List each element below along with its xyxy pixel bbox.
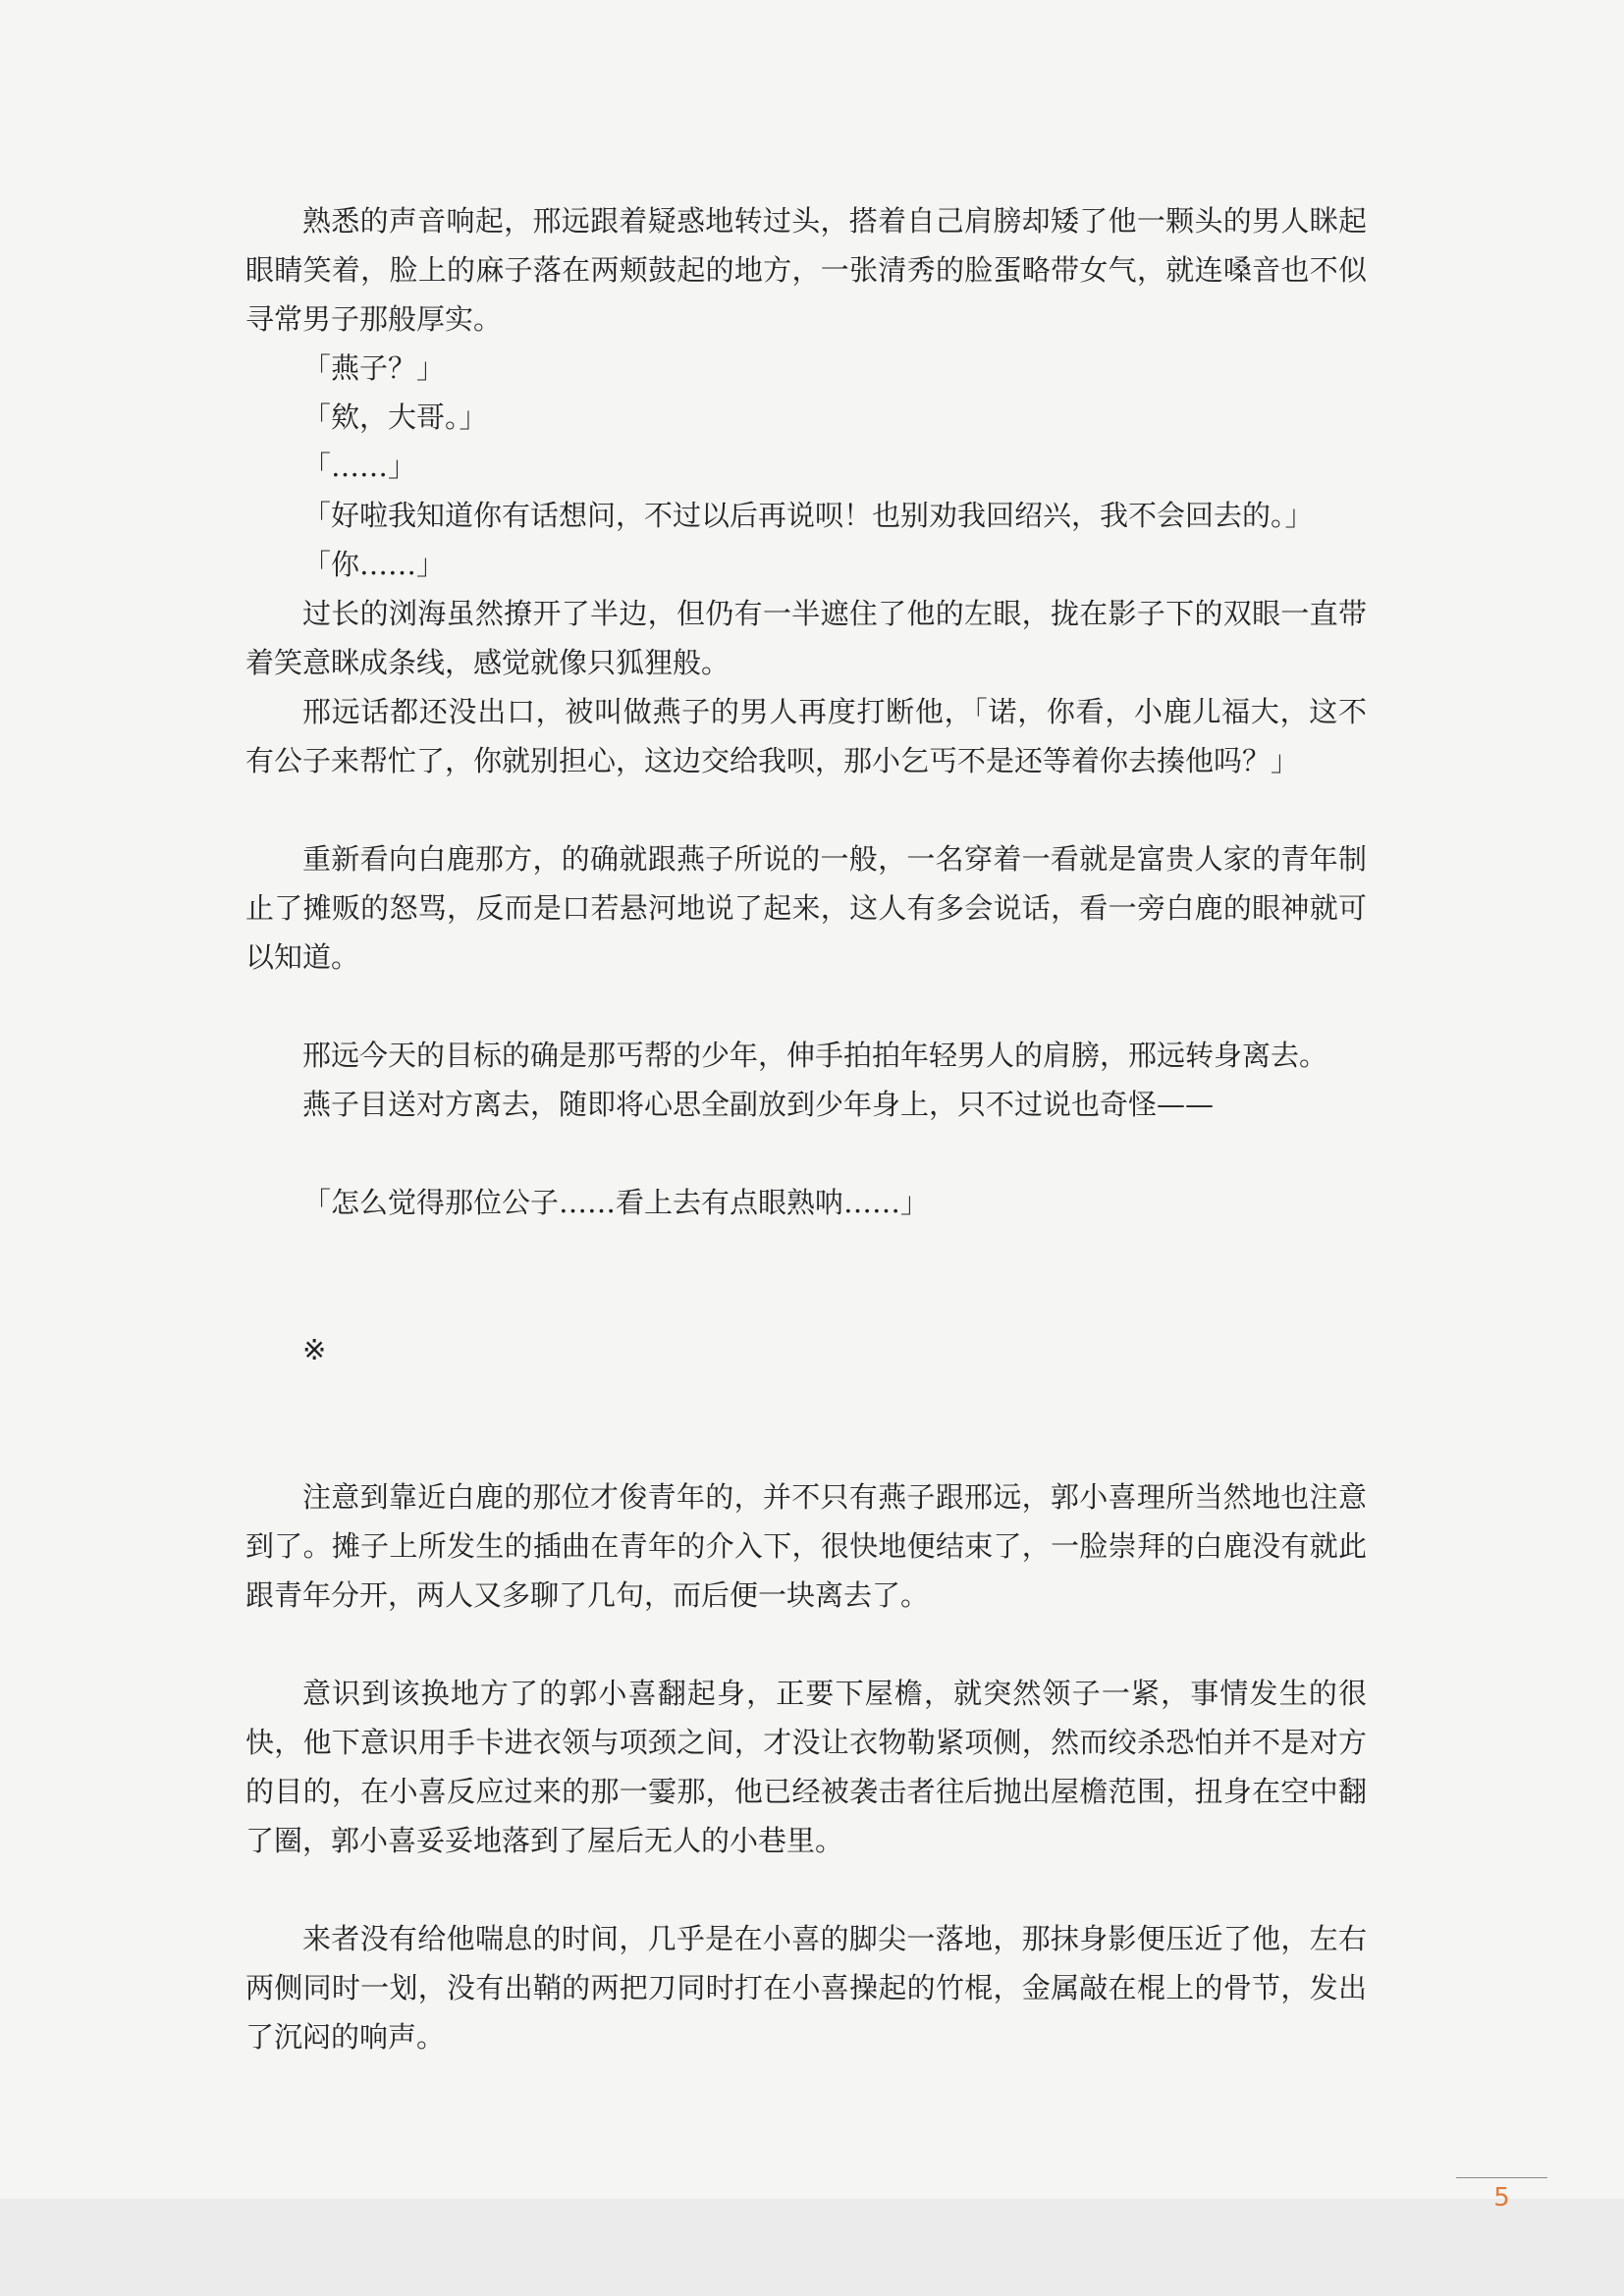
paragraph-spacer	[245, 785, 1367, 834]
footer-divider	[1456, 2177, 1547, 2178]
dialogue-line: 「燕子？」	[302, 351, 446, 385]
page-number: 5	[1493, 2183, 1510, 2213]
paragraph-spacer	[245, 1865, 1367, 1914]
paragraph: 邢远今天的目标的确是那丐帮的少年，伸手拍拍年轻男人的肩膀，邢远转身离去。	[302, 1039, 1328, 1072]
dialogue-line: 「……」	[302, 450, 417, 483]
section-spacer	[245, 1227, 1367, 1325]
paragraph-spacer	[245, 1129, 1367, 1178]
paragraph: 燕子目送对方离去，随即将心思全副放到少年身上，只不过说也奇怪——	[302, 1088, 1215, 1121]
dialogue-line: 「欸，大哥。」	[302, 400, 488, 434]
dialogue-line: 「你……」	[302, 548, 446, 581]
section-spacer	[245, 1374, 1367, 1472]
dialogue-line: 「好啦我知道你有话想问，不过以后再说呗！也别劝我回绍兴，我不会回去的。」	[302, 499, 1314, 532]
dialogue-line: 「怎么觉得那位公子……看上去有点眼熟呐……」	[302, 1186, 930, 1219]
paragraph-spacer	[245, 982, 1367, 1031]
paragraph-spacer	[245, 1620, 1367, 1669]
paragraph: 意识到该换地方了的郭小喜翻起身，正要下屋檐，就突然领子一紧，事情发生的很快，他下意识用手卡进衣领与项颈之间，才没让衣物勒紧项侧，然而绞杀恐怕并不是对方的目的，在小喜反应过来的那一霎那，他已经被袭击者往后抛出屋檐范围，扭身在空中翻了圈，郭小喜妥妥地落到了屋后无人的小巷里。	[245, 1677, 1367, 1857]
paragraph: 过长的浏海虽然撩开了半边，但仍有一半遮住了他的左眼，拢在影子下的双眼一直带着笑意眯成条线，感觉就像只狐狸般。	[245, 597, 1367, 679]
paragraph: 熟悉的声音响起，邢远跟着疑惑地转过头，搭着自己肩膀却矮了他一颗头的男人眯起眼睛笑着，脸上的麻子落在两颊鼓起的地方，一张清秀的脸蛋略带女气，就连嗓音也不似寻常男子那般厚实。	[245, 204, 1367, 336]
text-body	[245, 196, 1367, 2061]
section-break-mark: ※	[302, 1333, 327, 1366]
paragraph: 注意到靠近白鹿的那位才俊青年的，并不只有燕子跟邢远，郭小喜理所当然地也注意到了。摊子上所发生的插曲在青年的介入下，很快地便结束了，一脸崇拜的白鹿没有就此跟青年分开，两人又多聊了几句，而后便一块离去了。	[245, 1480, 1367, 1612]
paragraph: 重新看向白鹿那方，的确就跟燕子所说的一般，一名穿着一看就是富贵人家的青年制止了摊贩的怒骂，反而是口若悬河地说了起来，这人有多会说话，看一旁白鹿的眼神就可以知道。	[245, 842, 1367, 974]
paragraph: 来者没有给他喘息的时间，几乎是在小喜的脚尖一落地，那抹身影便压近了他，左右两侧同时一划，没有出鞘的两把刀同时打在小喜操起的竹棍，金属敲在棍上的骨节，发出了沉闷的响声。	[245, 1922, 1367, 2054]
paragraph: 邢远话都还没出口，被叫做燕子的男人再度打断他，「诺，你看，小鹿儿福大，这不有公子来帮忙了，你就别担心，这边交给我呗，那小乞丐不是还等着你去揍他吗？」	[245, 695, 1367, 777]
